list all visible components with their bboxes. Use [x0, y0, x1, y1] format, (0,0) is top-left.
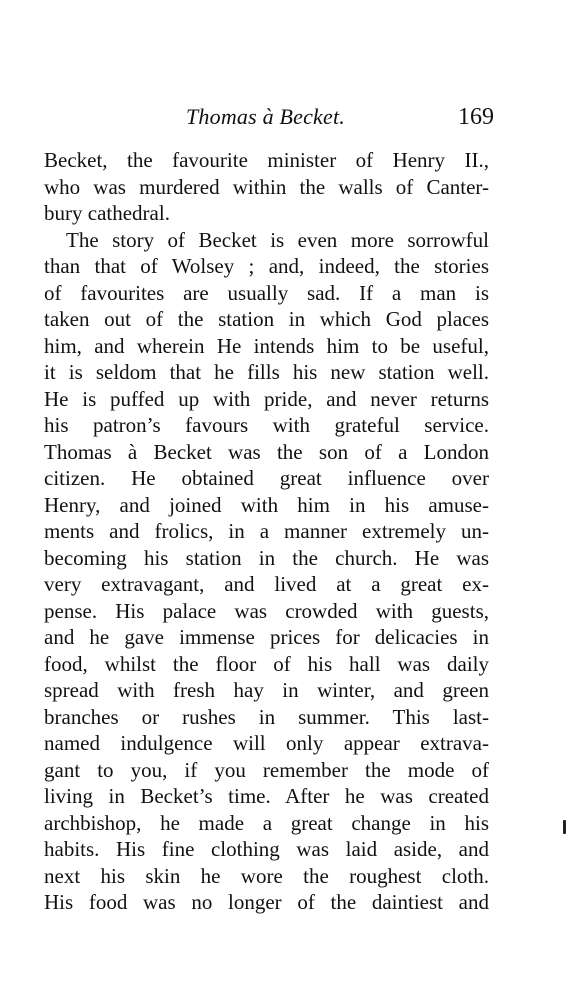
- text-line: food, whilst the floor of his hall was daily: [44, 651, 489, 676]
- text-line: Thomas à Becket was the son of a London: [44, 439, 489, 464]
- text-line: named indulgence will only appear extrava-: [44, 731, 489, 755]
- text-line: who was murdered within the walls of Canter-: [44, 174, 489, 199]
- page-edge-mark: [563, 820, 566, 834]
- text-line: of favourites are usually sad. If a man is: [44, 280, 489, 305]
- text-line: Becket, the favourite minister of Henry II.,: [44, 148, 489, 172]
- text-line: spread with fresh hay in winter, and green: [44, 678, 489, 702]
- text-line: gant to you, if you remember the mode of: [44, 757, 489, 782]
- text-line: his patron’s favours with grateful service.: [44, 413, 489, 437]
- text-line: habits. His fine clothing was laid aside, and: [44, 837, 489, 861]
- text-line: The story of Becket is even more sorrowful: [66, 227, 489, 252]
- text-line: him, and wherein He intends him to be useful,: [44, 333, 489, 358]
- running-title: Thomas à Becket.: [186, 104, 345, 129]
- page-header: [44, 104, 494, 134]
- text-line: bury cathedral.: [44, 201, 170, 225]
- text-line: ments and frolics, in a manner extremely un-: [44, 519, 489, 543]
- page-number: 169: [458, 104, 494, 130]
- text-line: taken out of the station in which God places: [44, 307, 489, 331]
- text-line: and he gave immense prices for delicacies in: [44, 625, 489, 649]
- text-line: it is seldom that he fills his new station well.: [44, 360, 489, 384]
- text-line: next his skin he wore the roughest cloth.: [44, 863, 489, 888]
- text-line: branches or rushes in summer. This last-: [44, 704, 489, 729]
- text-line: citizen. He obtained great influence over: [44, 466, 489, 490]
- text-line: Henry, and joined with him in his amuse-: [44, 492, 489, 517]
- text-line: than that of Wolsey ; and, indeed, the stories: [44, 254, 489, 278]
- body-text: [44, 147, 489, 916]
- text-line: His food was no longer of the daintiest and: [44, 890, 489, 914]
- text-line: living in Becket’s time. After he was created: [44, 784, 489, 808]
- text-line: archbishop, he made a great change in his: [44, 810, 489, 835]
- text-line: pense. His palace was crowded with guests,: [44, 598, 489, 623]
- text-line: becoming his station in the church. He was: [44, 545, 489, 570]
- text-line: very extravagant, and lived at a great ex-: [44, 572, 489, 596]
- text-line: He is puffed up with pride, and never returns: [44, 386, 489, 411]
